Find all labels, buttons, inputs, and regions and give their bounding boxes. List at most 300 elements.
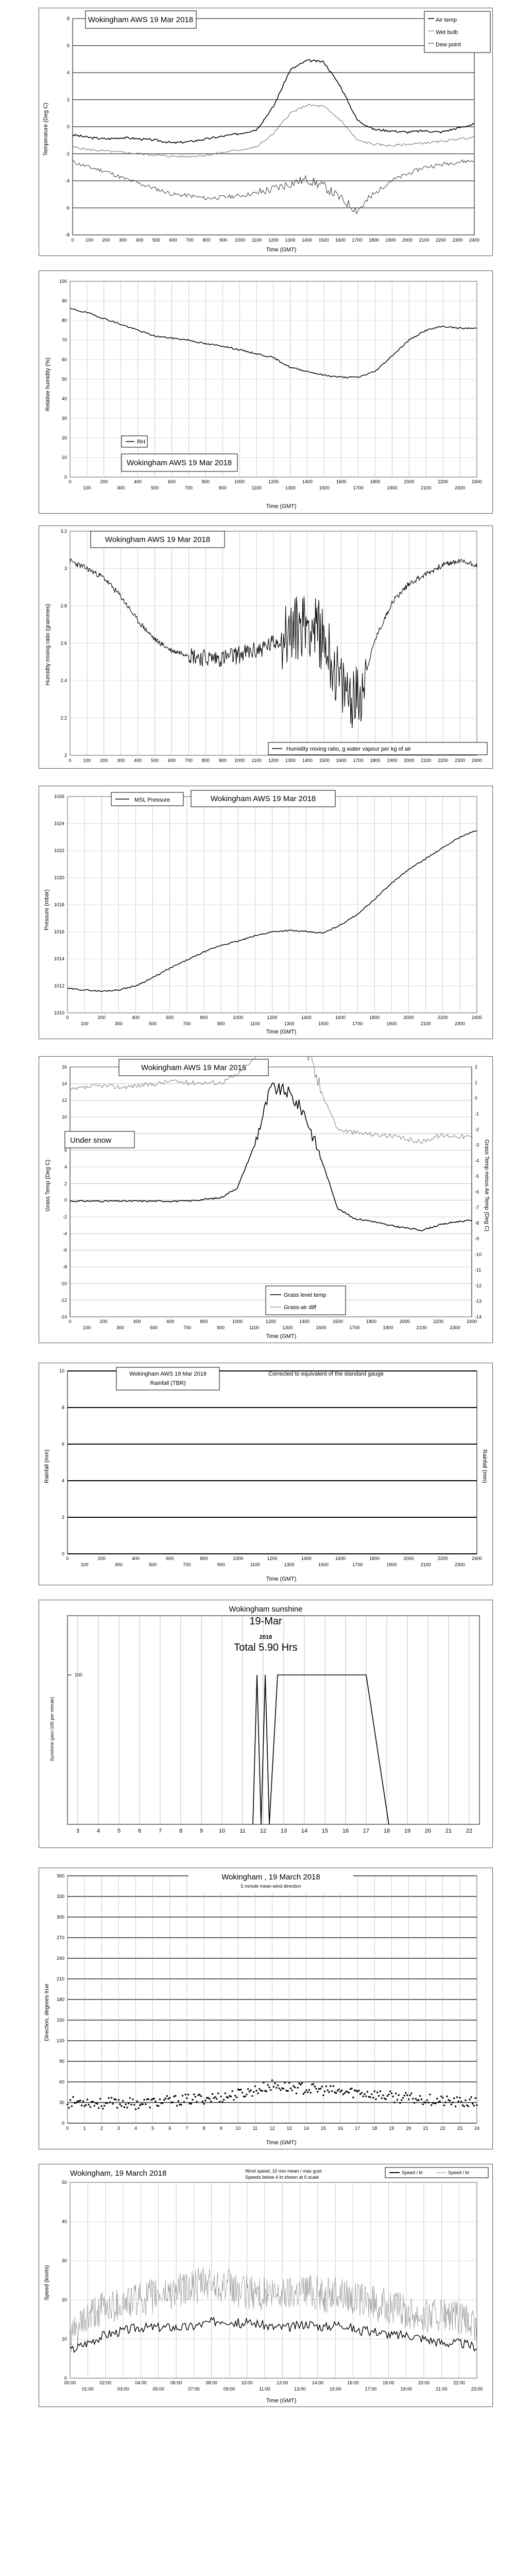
x-tick-label: 1200 [268, 479, 279, 484]
y-tick-label-right: -5 [475, 1174, 479, 1179]
x-tick-label: 2000 [403, 1556, 414, 1561]
wind-direction-point [216, 2098, 217, 2099]
wind-direction-point [132, 2098, 133, 2100]
x-tick-label: 600 [166, 1015, 174, 1020]
wind-direction-point [225, 2092, 226, 2094]
y-tick-label: 1020 [54, 875, 64, 880]
wind-direction-point [72, 2096, 74, 2097]
x-tick-label: 500 [151, 758, 159, 763]
wind-direction-point [210, 2100, 212, 2102]
x-tick-label: 09:00 [223, 2386, 235, 2392]
y-tick-label-right: -12 [475, 1283, 482, 1289]
wind-direction-point [301, 2082, 303, 2084]
y-axis-label: Temperature (Deg C) [43, 103, 49, 156]
x-tick-label: 13 [286, 2126, 292, 2131]
y-tick-label: -2 [62, 1214, 67, 1219]
correction-note: Corrected to equivalent of the standard gauge [268, 1371, 384, 1377]
x-tick-label: 1000 [233, 1556, 244, 1561]
wind-direction-point [459, 2097, 460, 2098]
x-tick-label: 700 [183, 1562, 191, 1567]
wind-direction-point [473, 2105, 475, 2106]
wind-direction-point [83, 2105, 85, 2107]
wind-direction-point [431, 2104, 432, 2106]
x-tick-label: 21:00 [436, 2386, 448, 2392]
wind-direction-point [204, 2099, 206, 2101]
legend-mean-speed: Speed / kt [402, 2170, 423, 2175]
y-tick-label-right: -1 [475, 1111, 479, 1116]
wind-direction-point [427, 2102, 429, 2103]
y-tick-label: 330 [56, 1894, 64, 1899]
x-tick-label: 700 [184, 485, 193, 490]
legend-dew-point: Dew point [436, 42, 461, 48]
wind-direction-point [376, 2092, 378, 2093]
y-tick-label: 2 [61, 1515, 64, 1520]
wind-direction-point [145, 2104, 146, 2105]
wind-direction-point [339, 2091, 341, 2092]
wind-direction-point [369, 2096, 371, 2098]
wind-direction-point [102, 2108, 104, 2109]
x-tick-label: 00:00 [64, 2380, 76, 2385]
x-tick-label: 1600 [336, 479, 347, 484]
wind-direction-point [172, 2102, 174, 2103]
x-tick-label: 1700 [352, 238, 363, 243]
x-tick-label: 1200 [268, 758, 279, 763]
wind-direction-point [439, 2100, 441, 2102]
x-tick-label: 500 [151, 485, 159, 490]
x-tick-label: 22 [466, 1828, 473, 1834]
x-tick-label: 1500 [318, 1021, 329, 1026]
wind-direction-point [162, 2102, 163, 2104]
wind-direction-point [107, 2102, 108, 2104]
wind-direction-point [71, 2105, 73, 2107]
wind-direction-point [445, 2102, 447, 2103]
x-tick-label: 2100 [416, 1325, 427, 1330]
y-tick-label: 20 [61, 435, 67, 440]
x-tick-label: 1800 [369, 1015, 380, 1020]
wind-direction-point [165, 2098, 166, 2099]
y-axis-label: Pressure (mbar) [44, 889, 50, 930]
x-tick-label: 07:00 [188, 2386, 200, 2392]
wind-direction-point [203, 2103, 204, 2105]
x-tick-label: 01:00 [82, 2386, 94, 2392]
wind-direction-point [446, 2095, 448, 2097]
x-tick-label: 800 [200, 1319, 208, 1324]
y-tick-label: -6 [65, 205, 70, 211]
x-tick-label: 02:00 [99, 2380, 111, 2385]
y-tick-label: 4 [66, 70, 70, 75]
x-tick-label: 1700 [352, 1562, 363, 1567]
wind-direction-point [342, 2093, 344, 2095]
y-axis-label: Rainfall (mm) [44, 1449, 50, 1483]
wind-direction-point [452, 2102, 453, 2103]
chart-title: Wokingham , 19 March 2018 [221, 1873, 320, 1882]
wind-direction-point [85, 2104, 87, 2106]
x-tick-label: 1600 [332, 1319, 344, 1324]
x-tick-label: 200 [100, 479, 108, 484]
wind-direction-point [429, 2094, 431, 2095]
y-tick-label: 20 [61, 2297, 67, 2302]
wind-direction-point [310, 2092, 311, 2093]
wind-direction-point [294, 2087, 296, 2088]
x-tick-label: 700 [184, 758, 193, 763]
x-tick-label: 1000 [234, 479, 245, 484]
wind-direction-point [119, 2104, 121, 2105]
x-tick-label: 900 [219, 238, 228, 243]
x-tick-label: 400 [131, 1015, 140, 1020]
wind-direction-point [111, 2097, 112, 2098]
wind-direction-point [462, 2105, 464, 2106]
x-tick-label: 0 [66, 2126, 69, 2131]
wind-direction-point [386, 2095, 388, 2097]
wind-direction-point [266, 2091, 267, 2092]
x-tick-label: 1900 [387, 758, 398, 763]
wind-direction-point [304, 2091, 305, 2093]
sunshine-chart [39, 1600, 492, 1848]
x-tick-label: 11:00 [259, 2386, 270, 2392]
x-axis-label: Time (GMT) [266, 247, 297, 253]
wind-direction-point [223, 2099, 225, 2100]
wind-direction-point [404, 2095, 405, 2096]
wind-direction-point [143, 2099, 145, 2100]
wind-direction-point [392, 2096, 393, 2097]
wind-direction-point [335, 2092, 337, 2094]
wind-direction-point [409, 2094, 411, 2096]
y-tick-label: 0 [64, 2376, 67, 2381]
wind-direction-point [75, 2102, 77, 2104]
humidity-chart [39, 271, 492, 513]
x-tick-label: 1700 [353, 758, 364, 763]
wind-direction-point [405, 2092, 406, 2094]
wind-direction-point [196, 2101, 198, 2103]
y-tick-label: 8 [66, 16, 70, 21]
x-tick-label: 1800 [370, 758, 381, 763]
y-tick-label: 40 [61, 396, 67, 401]
x-tick-label: 7 [185, 2126, 188, 2131]
wind-direction-point [382, 2094, 384, 2096]
wind-direction-point [214, 2096, 216, 2098]
x-tick-label: 700 [183, 1021, 191, 1026]
wind-direction-point [356, 2091, 358, 2092]
x-tick-label: 14 [303, 2126, 309, 2131]
wind-direction-point [153, 2098, 155, 2099]
x-tick-label: 3 [117, 2126, 120, 2131]
wind-direction-point [148, 2098, 149, 2100]
x-tick-label: 1500 [318, 1562, 329, 1567]
x-tick-label: 300 [118, 238, 127, 243]
wind-direction-point [419, 2095, 421, 2097]
x-tick-label: 0 [66, 1015, 69, 1020]
x-tick-label: 14 [301, 1828, 308, 1834]
x-tick-label: 800 [202, 238, 211, 243]
wind-direction-point [374, 2090, 375, 2092]
wind-direction-point [284, 2082, 286, 2083]
x-tick-label: 100 [83, 758, 91, 763]
wind-direction-point [465, 2099, 466, 2101]
y-tick-label: -12 [60, 1297, 67, 1303]
y-tick-label-right: -11 [475, 1267, 482, 1273]
x-tick-label: 1000 [234, 238, 246, 243]
x-tick-label: 2000 [403, 1015, 414, 1020]
y-tick-label: 6 [64, 1147, 67, 1153]
wind-direction-point [402, 2097, 404, 2098]
chart-title: Wokingham sunshine [229, 1605, 303, 1614]
x-tick-label: 1800 [366, 1319, 377, 1324]
x-tick-label: 6 [138, 1828, 142, 1834]
x-axis-label: Time (GMT) [266, 1029, 297, 1035]
x-tick-label: 1400 [302, 479, 313, 484]
y-tick-label: 2 [64, 753, 67, 758]
x-tick-label: 2300 [450, 1325, 460, 1330]
wind-direction-point [126, 2107, 128, 2108]
wind-direction-point [291, 2090, 293, 2091]
x-tick-label: 1300 [285, 485, 296, 490]
wind-direction-point [378, 2095, 380, 2096]
wind-direction-point [440, 2095, 442, 2097]
x-tick-label: 2100 [420, 1562, 431, 1567]
x-tick-label: 2300 [454, 1021, 465, 1026]
x-tick-label: 1100 [251, 758, 262, 763]
y-tick-label: 14 [61, 1081, 67, 1087]
y-tick-label: 2.8 [60, 603, 67, 608]
x-tick-label: 700 [185, 238, 194, 243]
wind-direction-point [359, 2093, 361, 2095]
y-tick-label: 2 [66, 97, 70, 103]
x-tick-label: 200 [97, 1556, 106, 1561]
y-tick-label: 270 [56, 1935, 64, 1940]
grid [57, 1873, 479, 2131]
x-tick-label: 100 [83, 485, 91, 490]
wind-direction-point [398, 2094, 400, 2096]
wind-direction-point [257, 2092, 259, 2094]
x-tick-label: 1100 [250, 1021, 261, 1026]
wind-direction-point [314, 2086, 316, 2087]
chart-title: Wokingham AWS 19 Mar 2018 [210, 794, 316, 803]
wind-direction-point [90, 2106, 91, 2108]
wind-direction-point [338, 2089, 340, 2090]
wind-direction-point [412, 2098, 414, 2099]
x-tick-label: 600 [166, 1556, 174, 1561]
y-tick-label: 30 [61, 416, 67, 421]
wind-direction-point [68, 2107, 70, 2109]
x-tick-label: 22 [440, 2126, 445, 2131]
wind-direction-point [475, 2097, 476, 2099]
plot-area [70, 1067, 472, 1317]
y-tick-label-right: -6 [475, 1189, 479, 1195]
x-tick-label: 23 [457, 2126, 462, 2131]
y-tick-label: 2.2 [60, 715, 67, 721]
x-tick-label: 1600 [335, 238, 346, 243]
wind-direction-point [421, 2098, 422, 2100]
y-tick-label: 1024 [54, 821, 64, 826]
pressure-chart-panel [39, 786, 493, 1039]
x-tick-label: 12:00 [276, 2380, 288, 2385]
x-tick-label: 1400 [302, 758, 313, 763]
y-tick-label: 30 [61, 2258, 67, 2263]
wind-direction-point [297, 2087, 299, 2089]
y-tick-label: 80 [61, 318, 67, 323]
grid [65, 16, 479, 243]
y-axis-label: Direction, degrees true [44, 1984, 50, 2041]
x-tick-label: 15:00 [329, 2386, 341, 2392]
x-tick-label: 6 [168, 2126, 171, 2131]
wind-direction-point [274, 2082, 276, 2084]
wind-direction-point [271, 2079, 273, 2081]
x-tick-label: 100 [80, 1021, 89, 1026]
x-tick-label: 16 [337, 2126, 344, 2131]
x-tick-label: 2400 [471, 479, 483, 484]
y-tick-label: -8 [65, 232, 70, 238]
x-tick-label: 2000 [399, 1319, 410, 1324]
wind-direction-point [200, 2095, 202, 2097]
wind-direction-point [142, 2104, 144, 2105]
grass-temp-chart-panel [39, 1056, 493, 1343]
wind-direction-point [315, 2088, 317, 2089]
wind-direction-point [296, 2093, 297, 2094]
chart-title: Wokingham AWS 19 Mar 2018 [88, 15, 194, 24]
y-axis-label-right: Grass Temp minus Air Temp (Deg C) [484, 1139, 490, 1232]
legend-air-temp: Air temp [436, 17, 457, 23]
x-tick-label: 1200 [267, 1015, 278, 1020]
sunshine-line [253, 1675, 389, 1824]
legend-gust-speed: Speed / kt [448, 2170, 469, 2175]
wind-direction-point [406, 2094, 408, 2096]
wind-direction-point [333, 2085, 334, 2087]
x-tick-label: 1600 [336, 758, 347, 763]
x-tick-label: 14:00 [312, 2380, 324, 2385]
chart-title: Wokingham AWS 19 Mar 2018 [105, 535, 211, 544]
x-tick-label: 10 [218, 1828, 226, 1834]
wind-direction-point [449, 2100, 451, 2102]
wind-direction-point [298, 2082, 300, 2084]
grid [60, 529, 482, 763]
wind-direction-point [230, 2096, 232, 2097]
wind-direction-point [238, 2089, 240, 2091]
wind-direction-point [436, 2098, 438, 2099]
x-tick-label: 900 [216, 1325, 225, 1330]
x-tick-label: 8 [179, 1828, 183, 1834]
wind-direction-point [122, 2100, 124, 2102]
wind-direction-point [300, 2084, 301, 2086]
grass-temp-chart [39, 1057, 492, 1343]
wind-direction-point [288, 2082, 290, 2083]
wind-direction-point [129, 2097, 131, 2099]
wind-direction-point [344, 2092, 346, 2094]
wind-direction-point [470, 2096, 472, 2098]
chart-title: Wokingham AWS 19 Mar 2018 [141, 1063, 247, 1072]
wind-direction-point [337, 2090, 338, 2092]
x-tick-label: 2300 [455, 485, 466, 490]
x-tick-label: 100 [82, 1325, 91, 1330]
y-tick-label: 0 [61, 1551, 64, 1556]
x-tick-label: 900 [218, 758, 227, 763]
x-tick-label: 1900 [386, 1021, 397, 1026]
wind-direction-point [192, 2099, 193, 2100]
x-tick-label: 4 [96, 1828, 100, 1834]
x-tick-label: 5 [117, 1828, 121, 1834]
wind-direction-chart [39, 1868, 492, 2149]
wind-direction-point [460, 2101, 462, 2103]
x-tick-label: 500 [149, 1562, 157, 1567]
wind-direction-point [341, 2090, 342, 2091]
x-axis-label: Time (GMT) [266, 2140, 297, 2146]
y-tick-label: 1010 [54, 1010, 64, 1015]
y-tick-label: 10 [59, 1368, 64, 1374]
x-tick-label: 400 [134, 758, 142, 763]
y-tick-label-right: -13 [475, 1298, 482, 1304]
temperature-chart-panel [39, 8, 493, 256]
x-tick-label: 400 [134, 479, 142, 484]
x-tick-label: 800 [201, 758, 210, 763]
x-tick-label: 10 [235, 2126, 241, 2131]
wind-direction-point [317, 2091, 318, 2092]
y-tick-label: 12 [61, 1097, 67, 1103]
x-tick-label: 1900 [387, 485, 398, 490]
x-tick-label: 1300 [285, 758, 296, 763]
wind-direction-point [293, 2085, 294, 2087]
wind-direction-point [365, 2095, 367, 2097]
wind-direction-point [232, 2090, 233, 2092]
y-tick-label: 1012 [54, 983, 64, 989]
x-tick-label: 4 [134, 2126, 138, 2131]
chart-subtitle: 5 minute mean wind direction [241, 1884, 301, 1889]
wind-direction-point [327, 2090, 329, 2091]
y-tick-label: 6 [61, 1442, 64, 1447]
y-tick-label: -10 [60, 1281, 67, 1286]
y-tick-label: 2 [64, 1181, 67, 1187]
y-tick-label-right: 2 [475, 1064, 478, 1070]
legend-msl-pressure: MSL Pressure [134, 797, 170, 803]
x-tick-label: 2200 [433, 1319, 444, 1324]
x-tick-label: 1200 [265, 1319, 277, 1324]
wind-direction-point [116, 2107, 118, 2109]
x-tick-label: 2300 [454, 1562, 465, 1567]
x-tick-label: 2200 [437, 1556, 448, 1561]
wind-direction-point [348, 2092, 350, 2093]
y-tick-label: 10 [61, 2336, 67, 2342]
wind-direction-point [375, 2098, 376, 2100]
y-tick-label: 150 [56, 2018, 64, 2023]
wind-direction-point [283, 2088, 284, 2090]
x-tick-label: 08:00 [205, 2380, 218, 2385]
x-tick-label: 20 [406, 2126, 411, 2131]
wind-direction-point [320, 2088, 321, 2090]
x-tick-label: 1900 [386, 1562, 397, 1567]
wind-direction-point [81, 2105, 82, 2106]
x-tick-label: 2200 [437, 1015, 448, 1020]
wind-direction-point [435, 2103, 436, 2104]
x-tick-label: 16:00 [347, 2380, 359, 2385]
y-tick-label: 3.2 [60, 529, 67, 534]
wind-direction-point [388, 2094, 389, 2095]
x-tick-label: 200 [102, 238, 110, 243]
y-tick-label: 100 [75, 1672, 83, 1677]
wind-direction-point [128, 2103, 129, 2104]
x-tick-label: 1200 [268, 238, 279, 243]
y-tick-label: 1026 [54, 794, 64, 799]
sunshine-chart-panel [39, 1600, 493, 1848]
x-tick-label: 22:00 [453, 2380, 465, 2385]
x-tick-label: 2100 [419, 238, 430, 243]
chart-date: 19-Mar [249, 1616, 282, 1627]
wind-direction-point [154, 2100, 156, 2102]
wind-direction-point [121, 2105, 122, 2107]
mixing-ratio-chart-panel [39, 526, 493, 769]
y-tick-label-right: 1 [475, 1080, 478, 1086]
wind-direction-point [280, 2089, 281, 2091]
x-tick-label: 13 [280, 1828, 287, 1834]
wind-direction-point [101, 2105, 102, 2107]
y-tick-label: 90 [61, 298, 67, 303]
